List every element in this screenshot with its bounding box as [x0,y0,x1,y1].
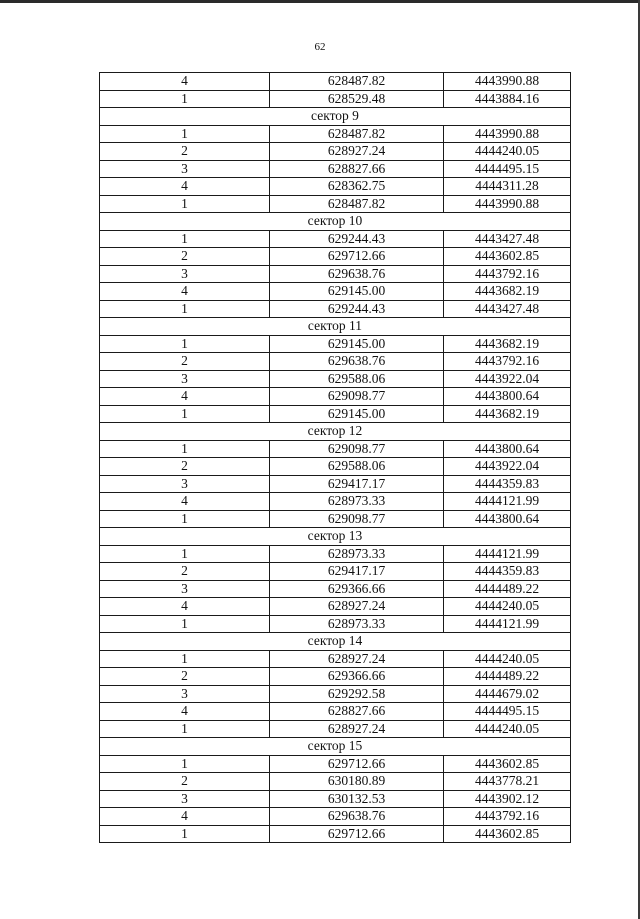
x-coordinate-cell: 628362.75 [270,178,444,196]
x-coordinate-cell: 629366.66 [270,580,444,598]
point-number-cell: 3 [100,580,270,598]
point-number-cell: 4 [100,703,270,721]
point-number-cell: 2 [100,353,270,371]
x-coordinate-cell: 628927.24 [270,720,444,738]
x-coordinate-cell: 628487.82 [270,73,444,91]
point-number-cell: 3 [100,790,270,808]
x-coordinate-cell: 628827.66 [270,160,444,178]
x-coordinate-cell: 628973.33 [270,493,444,511]
table-row [100,458,571,476]
sector-header-row [100,318,571,336]
table-row [100,615,571,633]
table-row [100,335,571,353]
sector-label: сектор 11 [100,318,571,336]
x-coordinate-cell: 629292.58 [270,685,444,703]
x-coordinate-cell: 629588.06 [270,458,444,476]
point-number-cell: 1 [100,510,270,528]
y-coordinate-cell: 4444240.05 [444,598,571,616]
point-number-cell: 2 [100,248,270,266]
sector-label: сектор 14 [100,633,571,651]
point-number-cell: 2 [100,458,270,476]
table-row [100,195,571,213]
point-number-cell: 1 [100,650,270,668]
sector-label: сектор 9 [100,108,571,126]
x-coordinate-cell: 629244.43 [270,230,444,248]
point-number-cell: 3 [100,370,270,388]
x-coordinate-cell: 629366.66 [270,668,444,686]
y-coordinate-cell: 4444679.02 [444,685,571,703]
page-number: 62 [314,41,326,53]
table-row [100,90,571,108]
x-coordinate-cell: 629638.76 [270,353,444,371]
table-row [100,545,571,563]
table-row [100,598,571,616]
sector-label: сектор 13 [100,528,571,546]
table-row [100,265,571,283]
point-number-cell: 2 [100,563,270,581]
table-row [100,353,571,371]
table-row [100,143,571,161]
table-row [100,283,571,301]
y-coordinate-cell: 4444240.05 [444,143,571,161]
x-coordinate-cell: 628973.33 [270,545,444,563]
table-row [100,230,571,248]
x-coordinate-cell: 628927.24 [270,650,444,668]
y-coordinate-cell: 4444359.83 [444,563,571,581]
y-coordinate-cell: 4443792.16 [444,265,571,283]
table-row [100,808,571,826]
table-row [100,668,571,686]
x-coordinate-cell: 629712.66 [270,755,444,773]
sector-header-row [100,423,571,441]
point-number-cell: 4 [100,493,270,511]
x-coordinate-cell: 629638.76 [270,265,444,283]
y-coordinate-cell: 4443990.88 [444,73,571,91]
point-number-cell: 1 [100,335,270,353]
point-number-cell: 4 [100,598,270,616]
point-number-cell: 4 [100,178,270,196]
x-coordinate-cell: 628973.33 [270,615,444,633]
x-coordinate-cell: 629417.17 [270,563,444,581]
coordinates-table [99,72,571,843]
y-coordinate-cell: 4443778.21 [444,773,571,791]
point-number-cell: 1 [100,825,270,843]
point-number-cell: 1 [100,615,270,633]
point-number-cell: 1 [100,90,270,108]
table-row [100,650,571,668]
table-row [100,825,571,843]
y-coordinate-cell: 4443922.04 [444,458,571,476]
x-coordinate-cell: 630180.89 [270,773,444,791]
table-row [100,493,571,511]
point-number-cell: 1 [100,545,270,563]
sector-header-row [100,528,571,546]
x-coordinate-cell: 629712.66 [270,248,444,266]
x-coordinate-cell: 629638.76 [270,808,444,826]
y-coordinate-cell: 4443427.48 [444,300,571,318]
table-row [100,440,571,458]
point-number-cell: 1 [100,405,270,423]
table-row [100,388,571,406]
y-coordinate-cell: 4444489.22 [444,668,571,686]
point-number-cell: 1 [100,440,270,458]
table-row [100,300,571,318]
y-coordinate-cell: 4443792.16 [444,353,571,371]
y-coordinate-cell: 4444311.28 [444,178,571,196]
point-number-cell: 4 [100,388,270,406]
y-coordinate-cell: 4443922.04 [444,370,571,388]
point-number-cell: 3 [100,685,270,703]
x-coordinate-cell: 628827.66 [270,703,444,721]
sector-header-row [100,738,571,756]
point-number-cell: 1 [100,195,270,213]
sector-label: сектор 12 [100,423,571,441]
y-coordinate-cell: 4444495.15 [444,703,571,721]
y-coordinate-cell: 4443800.64 [444,510,571,528]
point-number-cell: 4 [100,73,270,91]
y-coordinate-cell: 4443602.85 [444,248,571,266]
y-coordinate-cell: 4443682.19 [444,405,571,423]
x-coordinate-cell: 629244.43 [270,300,444,318]
table-row [100,178,571,196]
x-coordinate-cell: 629098.77 [270,440,444,458]
x-coordinate-cell: 628487.82 [270,125,444,143]
y-coordinate-cell: 4443792.16 [444,808,571,826]
table-row [100,580,571,598]
y-coordinate-cell: 4444240.05 [444,650,571,668]
point-number-cell: 3 [100,475,270,493]
table-row [100,510,571,528]
page-edge-top [0,0,640,3]
x-coordinate-cell: 629588.06 [270,370,444,388]
x-coordinate-cell: 629098.77 [270,510,444,528]
point-number-cell: 1 [100,755,270,773]
x-coordinate-cell: 628529.48 [270,90,444,108]
y-coordinate-cell: 4444121.99 [444,615,571,633]
x-coordinate-cell: 629417.17 [270,475,444,493]
point-number-cell: 1 [100,300,270,318]
point-number-cell: 2 [100,773,270,791]
y-coordinate-cell: 4443602.85 [444,825,571,843]
x-coordinate-cell: 630132.53 [270,790,444,808]
point-number-cell: 4 [100,283,270,301]
y-coordinate-cell: 4444495.15 [444,160,571,178]
y-coordinate-cell: 4444121.99 [444,493,571,511]
y-coordinate-cell: 4444240.05 [444,720,571,738]
table-row [100,790,571,808]
table-row [100,125,571,143]
sector-label: сектор 10 [100,213,571,231]
table-row [100,720,571,738]
point-number-cell: 3 [100,160,270,178]
sector-header-row [100,633,571,651]
y-coordinate-cell: 4443682.19 [444,335,571,353]
x-coordinate-cell: 629145.00 [270,405,444,423]
point-number-cell: 1 [100,720,270,738]
x-coordinate-cell: 629145.00 [270,283,444,301]
y-coordinate-cell: 4443800.64 [444,440,571,458]
table-row [100,160,571,178]
x-coordinate-cell: 628487.82 [270,195,444,213]
point-number-cell: 1 [100,125,270,143]
point-number-cell: 1 [100,230,270,248]
y-coordinate-cell: 4444359.83 [444,475,571,493]
table-row [100,73,571,91]
table-row [100,248,571,266]
x-coordinate-cell: 628927.24 [270,598,444,616]
point-number-cell: 2 [100,668,270,686]
x-coordinate-cell: 629098.77 [270,388,444,406]
x-coordinate-cell: 629712.66 [270,825,444,843]
y-coordinate-cell: 4443990.88 [444,125,571,143]
sector-label: сектор 15 [100,738,571,756]
y-coordinate-cell: 4443990.88 [444,195,571,213]
point-number-cell: 3 [100,265,270,283]
sector-header-row [100,108,571,126]
table-row [100,405,571,423]
table-row [100,773,571,791]
y-coordinate-cell: 4443427.48 [444,230,571,248]
y-coordinate-cell: 4443884.16 [444,90,571,108]
y-coordinate-cell: 4443682.19 [444,283,571,301]
table-row [100,475,571,493]
y-coordinate-cell: 4444489.22 [444,580,571,598]
sector-header-row [100,213,571,231]
table-row [100,563,571,581]
x-coordinate-cell: 628927.24 [270,143,444,161]
point-number-cell: 2 [100,143,270,161]
y-coordinate-cell: 4443800.64 [444,388,571,406]
table-row [100,755,571,773]
x-coordinate-cell: 629145.00 [270,335,444,353]
table-row [100,703,571,721]
coordinates-table-body [100,73,571,843]
point-number-cell: 4 [100,808,270,826]
y-coordinate-cell: 4443902.12 [444,790,571,808]
table-row [100,370,571,388]
table-row [100,685,571,703]
y-coordinate-cell: 4444121.99 [444,545,571,563]
y-coordinate-cell: 4443602.85 [444,755,571,773]
